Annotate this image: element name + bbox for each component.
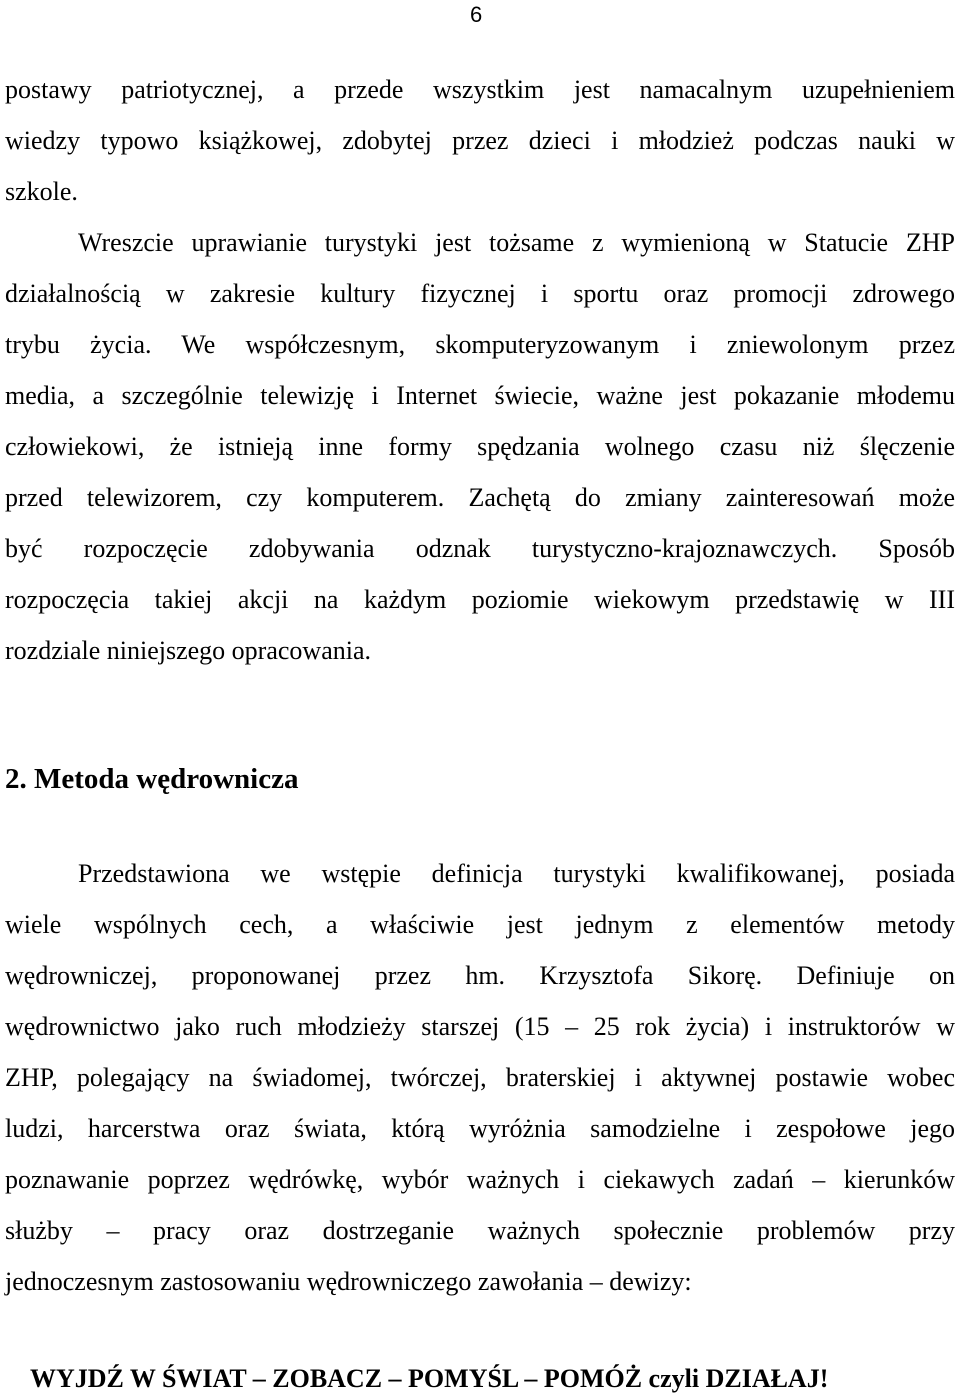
text-line: Wreszcie uprawianie turystyki jest tożsame z wymienioną w Statucie ZHP [78,228,955,257]
text-line: jednoczesnym zastosowaniu wędrowniczego zawołania – dewizy: [5,1267,692,1296]
text-line: służby – pracy oraz dostrzeganie ważnych społecznie problemów przy [5,1216,955,1245]
text-line: rozpoczęcia takiej akcji na każdym poziomie wiekowym przedstawię w III [5,585,955,614]
page-number: 6 [470,2,483,27]
section-heading: 2. Metoda wędrownicza [5,763,299,795]
text-line: wiedzy typowo książkowej, zdobytej przez dzieci i młodzież podczas nauki w [5,126,955,155]
text-line: przed telewizorem, czy komputerem. Zachętą do zmiany zainteresowań może [5,483,955,512]
paragraph-tourism [5,217,955,676]
text-line: Przedstawiona we wstępie definicja turystyki kwalifikowanej, posiada [78,859,955,888]
text-line: postawy patriotycznej, a przede wszystkim jest namacalnym uzupełnieniem [5,75,955,104]
text-line: poznawanie poprzez wędrówkę, wybór ważnych i ciekawych zadań – kierunków [5,1165,955,1194]
paragraph-method [5,848,955,1307]
text-line: wiele wspólnych cech, a właściwie jest jednym z elementów metody [5,910,955,939]
motto: WYJDŹ W ŚWIAT – ZOBACZ – POMYŚL – POMÓŻ czyli DZIAŁAJ! [30,1364,829,1393]
text-line: media, a szczególnie telewizję i Internet świecie, ważne jest pokazanie młodemu [5,381,955,410]
paragraph-continuation [5,64,955,217]
text-line: rozdziale niniejszego opracowania. [5,636,371,665]
text-line: być rozpoczęcie zdobywania odznak turystyczno-krajoznawczych. Sposób [5,534,955,563]
text-line: człowiekowi, że istnieją inne formy spędzania wolnego czasu niż ślęczenie [5,432,955,461]
text-line: trybu życia. We współczesnym, skomputeryzowanym i zniewolonym przez [5,330,955,359]
text-line: ludzi, harcerstwa oraz świata, którą wyróżnia samodzielne i zespołowe jego [5,1114,955,1143]
text-line: działalnością w zakresie kultury fizycznej i sportu oraz promocji zdrowego [5,279,955,308]
text-line: szkole. [5,177,78,206]
text-line: ZHP, polegający na świadomej, twórczej, braterskiej i aktywnej postawie wobec [5,1063,955,1092]
text-line: wędrownictwo jako ruch młodzieży starszej (15 – 25 rok życia) i instruktorów w [5,1012,955,1041]
text-line: wędrowniczej, proponowanej przez hm. Krzysztofa Sikorę. Definiuje on [5,961,955,990]
